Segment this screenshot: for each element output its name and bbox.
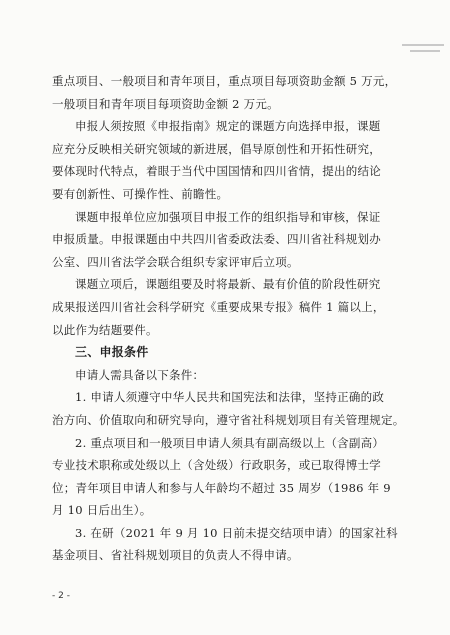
document-body xyxy=(52,70,404,567)
text-line: 基金项目、省社科规划项目的负责人不得申请。 xyxy=(52,548,299,563)
text-line: 3. 在研（2021 年 9 月 10 日前未提交结项申请）的国家社科 xyxy=(75,525,398,540)
text-line: 应充分反映相关研究领域的新进展，倡导原创性和开拓性研究， xyxy=(52,141,381,156)
text-line: 月 10 日后出生）。 xyxy=(52,503,152,518)
text-line: 课题立项后，课题组要及时将最新、最有价值的阶段性研究 xyxy=(75,277,381,292)
text-line: 1. 申请人须遵守中华人民共和国宪法和法律，坚持正确的政 xyxy=(75,390,385,405)
text-line: 位；青年项目申请人和参与人年龄均不超过 35 周岁（1986 年 9 xyxy=(52,480,391,495)
text-line: 2. 重点项目和一般项目申请人须具有副高级以上（含副高） xyxy=(75,435,385,450)
text-line: 要有创新性、可操作性、前瞻性。 xyxy=(52,186,229,201)
text-line: 成果报送四川省社会科学研究《重要成果专报》稿件 1 篇以上， xyxy=(52,299,385,314)
text-line: 一般项目和青年项目每项资助金额 2 万元。 xyxy=(52,96,279,111)
text-line: 申报人须按照《申报指南》规定的课题方向选择申报，课题 xyxy=(75,119,381,134)
text-line: 申报质量。申报课题由中共四川省委政法委、四川省社科规划办 xyxy=(52,232,381,247)
page-number: - 2 - xyxy=(52,591,70,601)
scan-artifact xyxy=(402,44,444,46)
text-line: 公室、四川省法学会联合组织专家评审后立项。 xyxy=(52,254,299,269)
text-line: 要体现时代特点，着眼于当代中国国情和四川省情，提出的结论 xyxy=(52,164,381,179)
text-line: 课题申报单位应加强项目申报工作的组织指导和审核，保证 xyxy=(75,209,381,224)
text-line: 重点项目、一般项目和青年项目，重点项目每项资助金额 5 万元， xyxy=(52,74,397,88)
text-line: 治方向、价值取向和研究导向，遵守省社科规划项目有关管理规定。 xyxy=(52,412,404,427)
section-heading: 三、申报条件 xyxy=(75,345,149,360)
text-line: 专业技术职称或处级以上（含处级）行政职务，或已取得博士学 xyxy=(52,458,381,473)
text-line: 以此作为结题要件。 xyxy=(52,322,158,337)
text-line: 申请人需具备以下条件： xyxy=(75,367,205,382)
scan-artifact xyxy=(410,50,440,52)
